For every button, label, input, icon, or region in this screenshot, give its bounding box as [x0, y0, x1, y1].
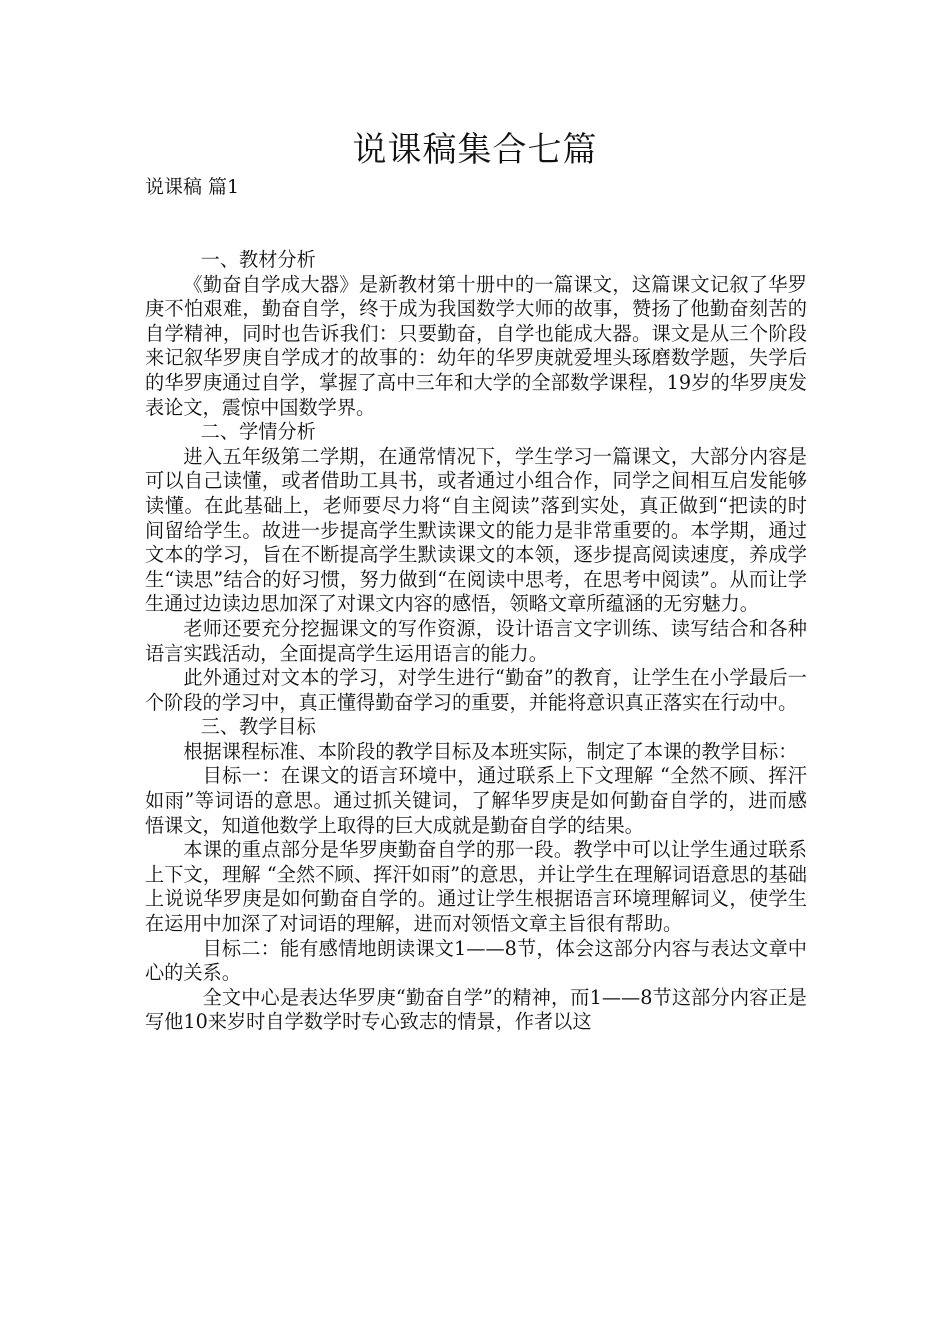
paragraph-goal-two-detail: 全文中心是表达华罗庚“勤奋自学”的精神，而1——8节这部分内容正是写他10来岁时自学数学时专心致志的情景，作者以这: [145, 985, 807, 1034]
document-body: [145, 248, 807, 1035]
paragraph-students-1: 进入五年级第二学期，在通常情况下，学生学习一篇课文，大部分内容是可以自己读懂，或者借助工具书，或者通过小组合作，同学之间相互启发能够读懂。在此基础上，老师要尽力将“自主阅读”落到实处，真正做到“把读的时间留给学生。故进一步提高学生默读课文的能力是非常重要的。本学期，通过文本的学习，旨在不断提高学生默读课文的本领，逐步提高阅读速度，养成学生“读思”结合的好习惯，努力做到“在阅读中思考，在思考中阅读”。从而让学生通过边读边思加深了对课文内容的感悟，领略文章所蕴涵的无穷魅力。: [145, 444, 807, 616]
section-heading-students: 二、学情分析: [200, 420, 316, 444]
section-heading-goals: 三、教学目标: [200, 715, 316, 739]
paragraph-goal-one-detail: 本课的重点部分是华罗庚勤奋自学的那一段。教学中可以让学生通过联系上下文，理解 “全然不顾、挥汗如雨”的意思，并让学生在理解词语意思的基础上说说华罗庚是如何勤奋自学的。通过让学生根据语言环境理解词义，使学生在运用中加深了对词语的理解，进而对领悟文章主旨很有帮助。: [145, 838, 807, 936]
document-title: 说课稿集合七篇: [352, 130, 598, 170]
paragraph-students-3: 此外通过对文本的学习，对学生进行“勤奋”的教育，让学生在小学最后一个阶段的学习中，真正懂得勤奋学习的重要，并能将意识真正落实在行动中。: [145, 666, 807, 714]
section-subtitle: 说课稿 篇1: [145, 176, 240, 198]
paragraph-students-2: 老师还要充分挖掘课文的写作资源，设计语言文字训练、读写结合和各种语言实践活动，全面提高学生运用语言的能力。: [145, 616, 807, 665]
paragraph-materials: 《勤奋自学成大器》是新教材第十册中的一篇课文，这篇课文记叙了华罗庚不怕艰难，勤奋自学，终于成为我国数学大师的故事，赞扬了他勤奋刻苦的自学精神，同时也告诉我们：只要勤奋，自学也能成大器。课文是从三个阶段来记叙华罗庚自学成才的故事的：幼年的华罗庚就爱埋头琢磨数学题，失学后的华罗庚通过自学，掌握了高中三年和大学的全部数学课程，19岁的华罗庚发表论文，震惊中国数学界。: [145, 272, 807, 419]
paragraph-goal-two: 目标二：能有感情地朗读课文1——8节，体会这部分内容与表达文章中心的关系。: [145, 936, 807, 985]
paragraph-goals-intro: 根据课程标准、本阶段的教学目标及本班实际，制定了本课的教学目标：: [183, 739, 798, 763]
section-heading-materials: 一、教材分析: [200, 248, 316, 271]
paragraph-goal-one: 目标一：在课文的语言环境中，通过联系上下文理解 “全然不顾、挥汗如雨”等词语的意思。通过抓关键词，了解华罗庚是如何勤奋自学的，进而感悟课文，知道他数学上取得的巨大成就是勤奋自学的结果。: [145, 764, 807, 837]
